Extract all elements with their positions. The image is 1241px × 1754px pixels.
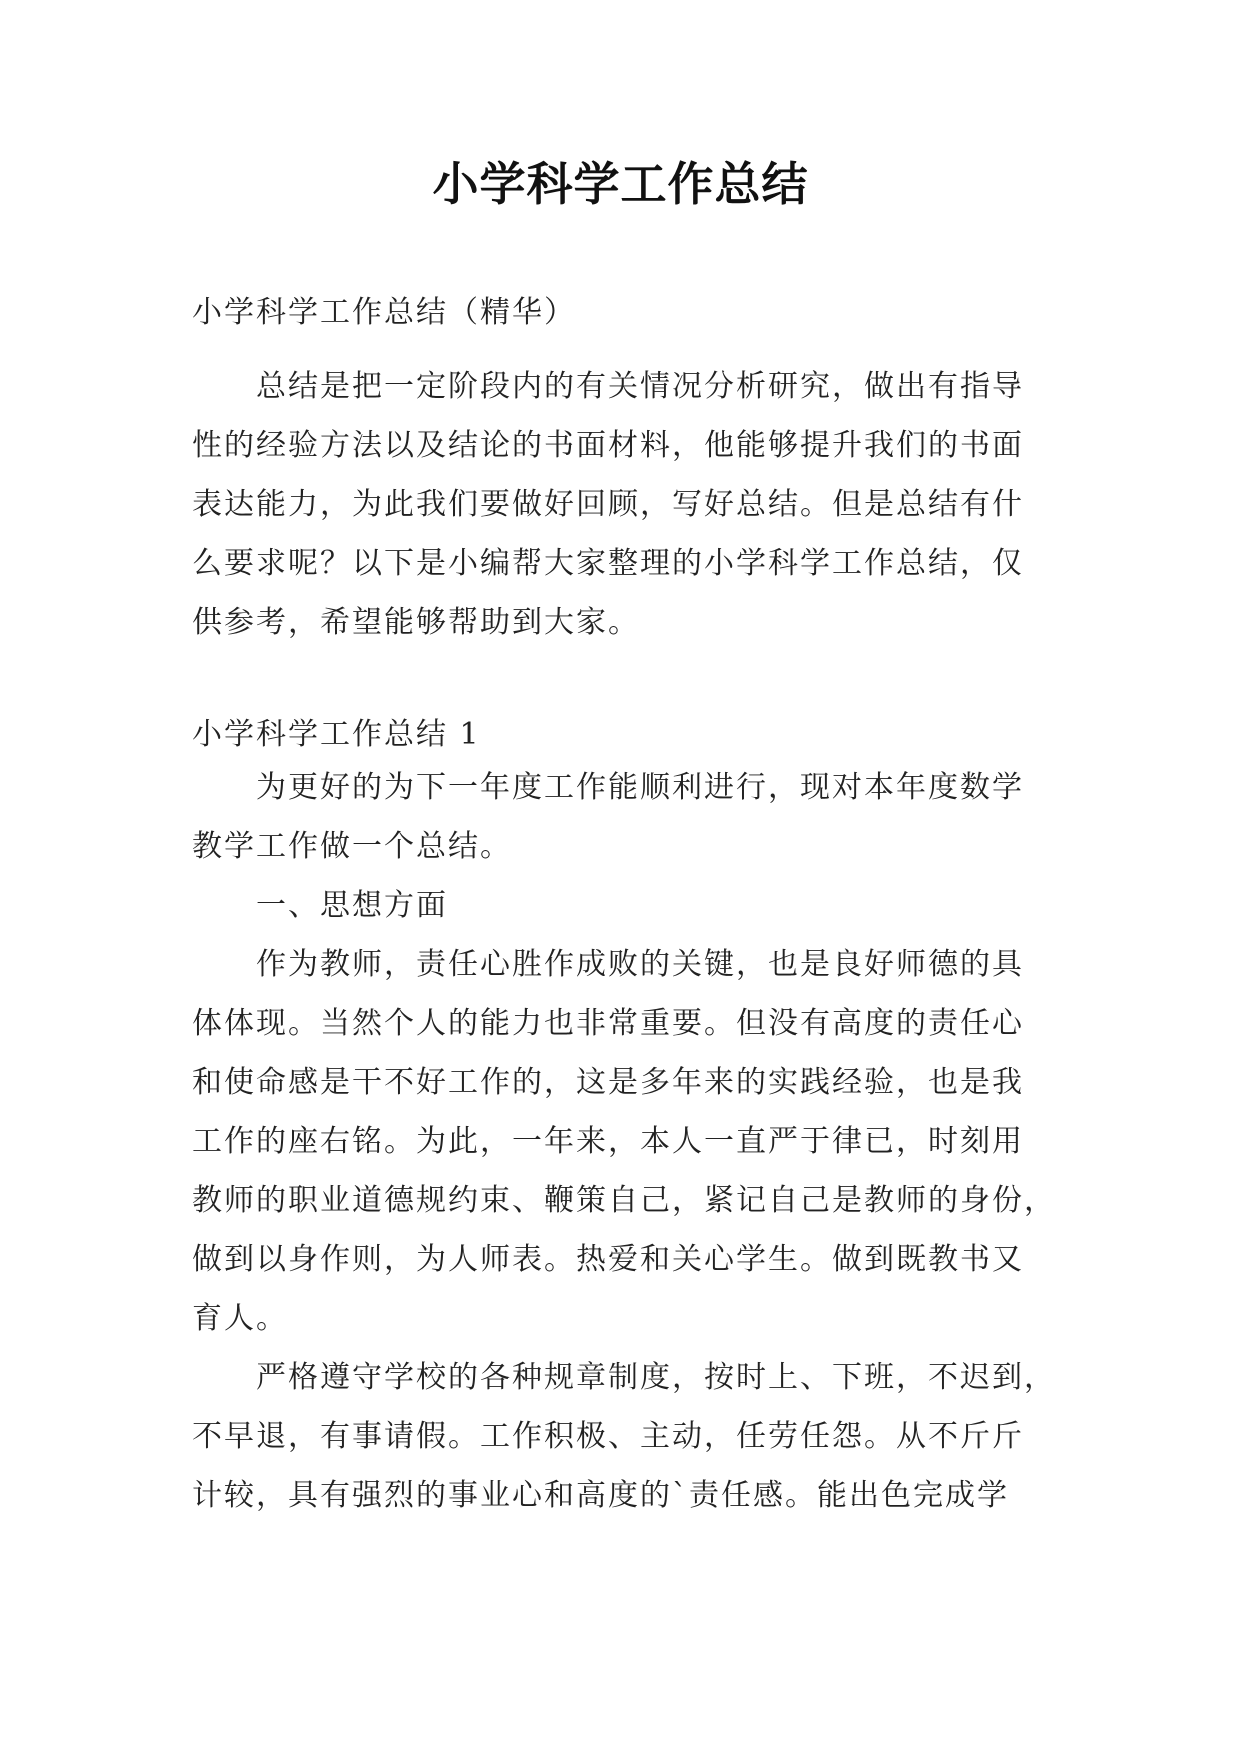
- para2-line-1: 作为教师，责任心胜作成败的关键，也是良好师德的具: [256, 947, 1024, 982]
- para3-line-3: 计较，具有强烈的事业心和高度的`责任感。能出色完成学: [192, 1478, 1009, 1513]
- section-1-heading: 小学科学工作总结 1: [192, 717, 481, 752]
- intro-line-1: 总结是把一定阶段内的有关情况分析研究，做出有指导: [256, 369, 1024, 404]
- para1-line-1: 为更好的为下一年度工作能顺利进行，现对本年度数学: [256, 770, 1024, 805]
- para2-line-4: 工作的座右铭。为此，一年来，本人一直严于律已，时刻用: [192, 1124, 1024, 1159]
- section-1-paragraph-3: [192, 1348, 1056, 1525]
- intro-line-5: 供参考，希望能够帮助到大家。: [192, 605, 640, 640]
- para3-line-2: 不早退，有事请假。工作积极、主动，任劳任怨。从不斤斤: [192, 1419, 1024, 1454]
- para2-line-2: 体体现。当然个人的能力也非常重要。但没有高度的责任心: [192, 1006, 1024, 1041]
- section-1-paragraph-1: [192, 758, 1052, 876]
- sub-heading-thought: [192, 876, 1052, 935]
- sub-heading-1: 一、思想方面: [256, 888, 448, 923]
- para2-line-5: 教师的职业道德规约束、鞭策自己，紧记自己是教师的身份，: [192, 1183, 1056, 1218]
- section-1-paragraph-2: [192, 935, 1056, 1348]
- para2-line-3: 和使命感是干不好工作的，这是多年来的实践经验，也是我: [192, 1065, 1024, 1100]
- intro-paragraph: [192, 357, 1052, 652]
- intro-line-3: 表达能力，为此我们要做好回顾，写好总结。但是总结有什: [192, 487, 1024, 522]
- para2-line-6: 做到以身作则，为人师表。热爱和关心学生。做到既教书又: [192, 1242, 1024, 1277]
- document-subtitle: 小学科学工作总结（精华）: [192, 295, 576, 330]
- intro-line-4: 么要求呢？以下是小编帮大家整理的小学科学工作总结，仅: [192, 546, 1024, 581]
- document-title: 小学科学工作总结: [432, 157, 809, 211]
- para1-line-2: 教学工作做一个总结。: [192, 829, 512, 864]
- intro-line-2: 性的经验方法以及结论的书面材料，他能够提升我们的书面: [192, 428, 1024, 463]
- para3-line-1: 严格遵守学校的各种规章制度，按时上、下班，不迟到，: [256, 1360, 1056, 1395]
- para2-line-7: 育人。: [192, 1301, 288, 1336]
